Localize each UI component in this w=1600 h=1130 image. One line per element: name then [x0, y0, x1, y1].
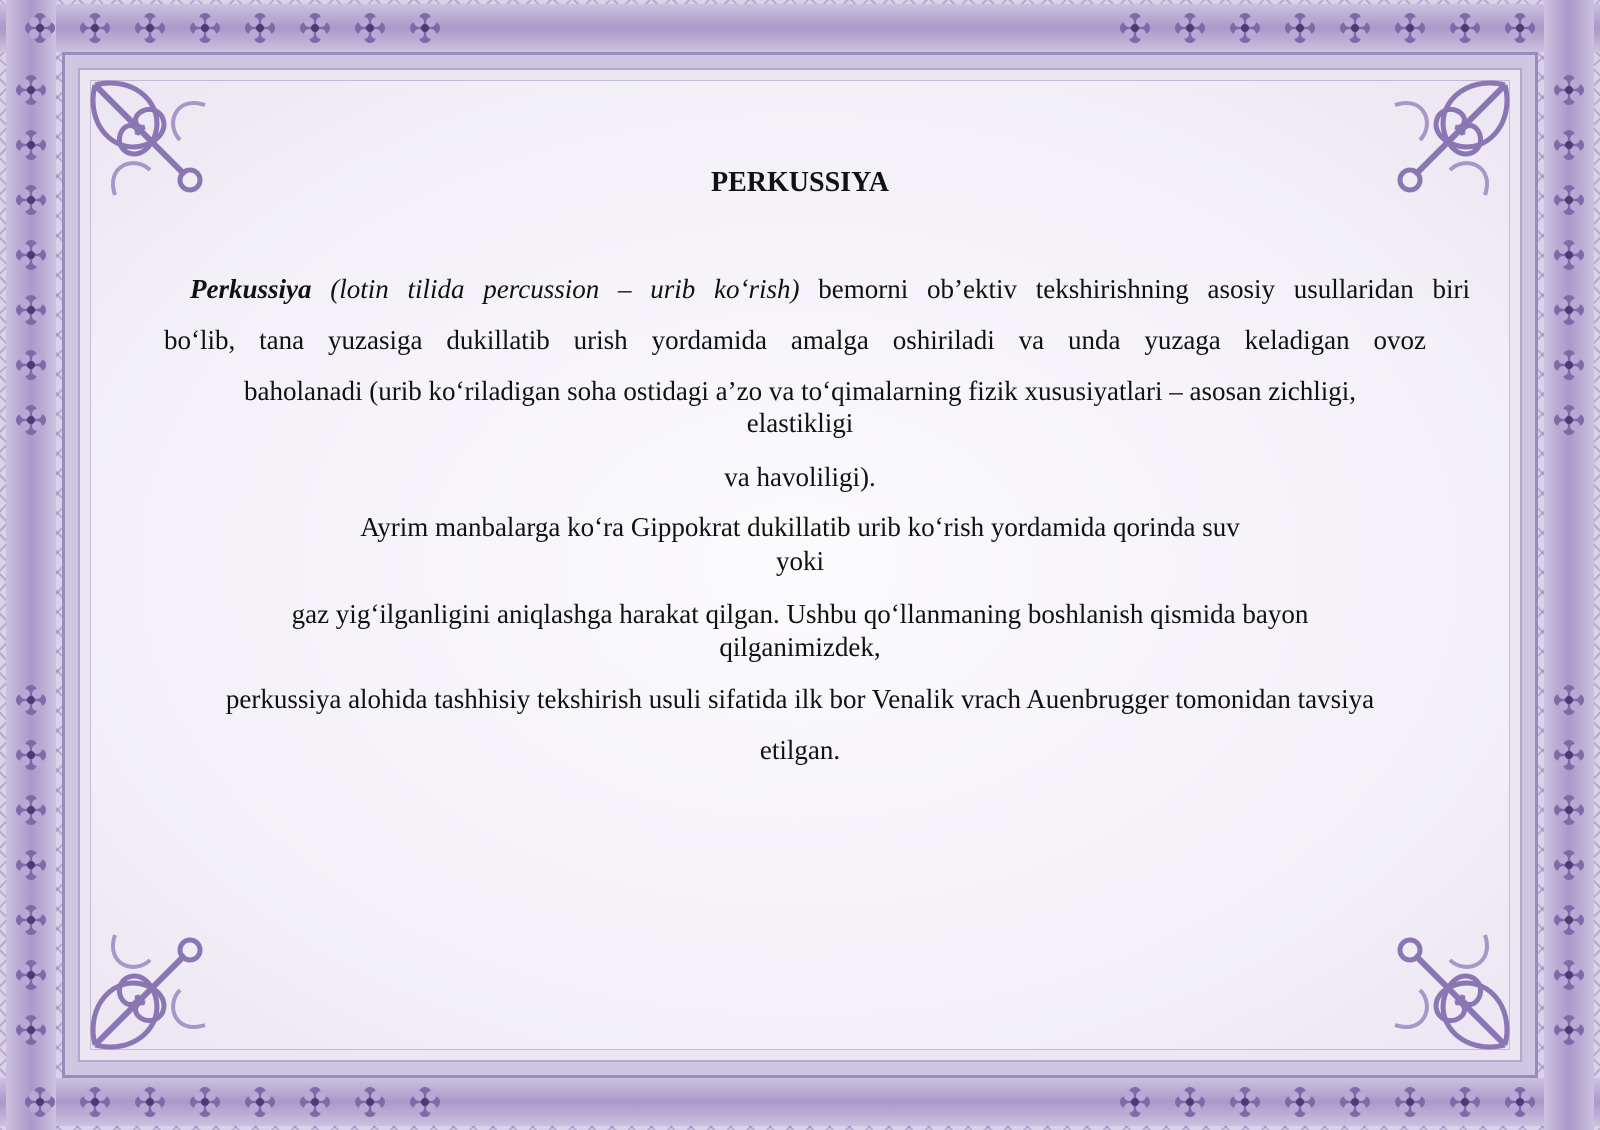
- paragraph1-line2: bo‘lib, tana yuzasiga dukillatib urish yordamida amalga oshiriladi va unda yuzaga keladigan ovoz: [164, 325, 1426, 355]
- latin-definition: (lotin tilida percussion – urib ko‘rish): [330, 274, 800, 304]
- paragraph2-line5: perkussiya alohida tashhisiy tekshirish usuli sifatida ilk bor Venalik vrach Auenbrugger tomonidan tavsiya: [225, 684, 1375, 714]
- paragraph2-line6: etilgan.: [759, 735, 841, 765]
- paragraph1-line5: va havoliligi).: [724, 462, 876, 492]
- paragraph1-line3: baholanadi (urib ko‘riladigan soha ostidagi a’zo va to‘qimalarning fizik xususiyatlari – asosan zichligi,: [244, 376, 1356, 406]
- paragraph2-line1: Ayrim manbalarga ko‘ra Gippokrat dukillatib urib ko‘rish yordamida qorinda suv: [360, 512, 1240, 542]
- page-title: PERKUSSIYA: [711, 167, 889, 198]
- paragraph1-line4: elastikligi: [746, 408, 854, 438]
- paragraph2-line2: yoki: [775, 546, 824, 576]
- paragraph1-line1: [190, 272, 1470, 306]
- term-perkussiya: Perkussiya: [190, 274, 312, 304]
- paragraph1-line1-rest: bemorni ob’ektiv tekshirishning asosiy usullaridan biri: [799, 274, 1471, 304]
- paragraph2-line3: gaz yig‘ilganligini aniqlashga harakat qilgan. Ushbu qo‘llanmaning boshlanish qismida bayon: [291, 599, 1309, 629]
- paragraph2-line4: qilganimizdek,: [719, 632, 881, 662]
